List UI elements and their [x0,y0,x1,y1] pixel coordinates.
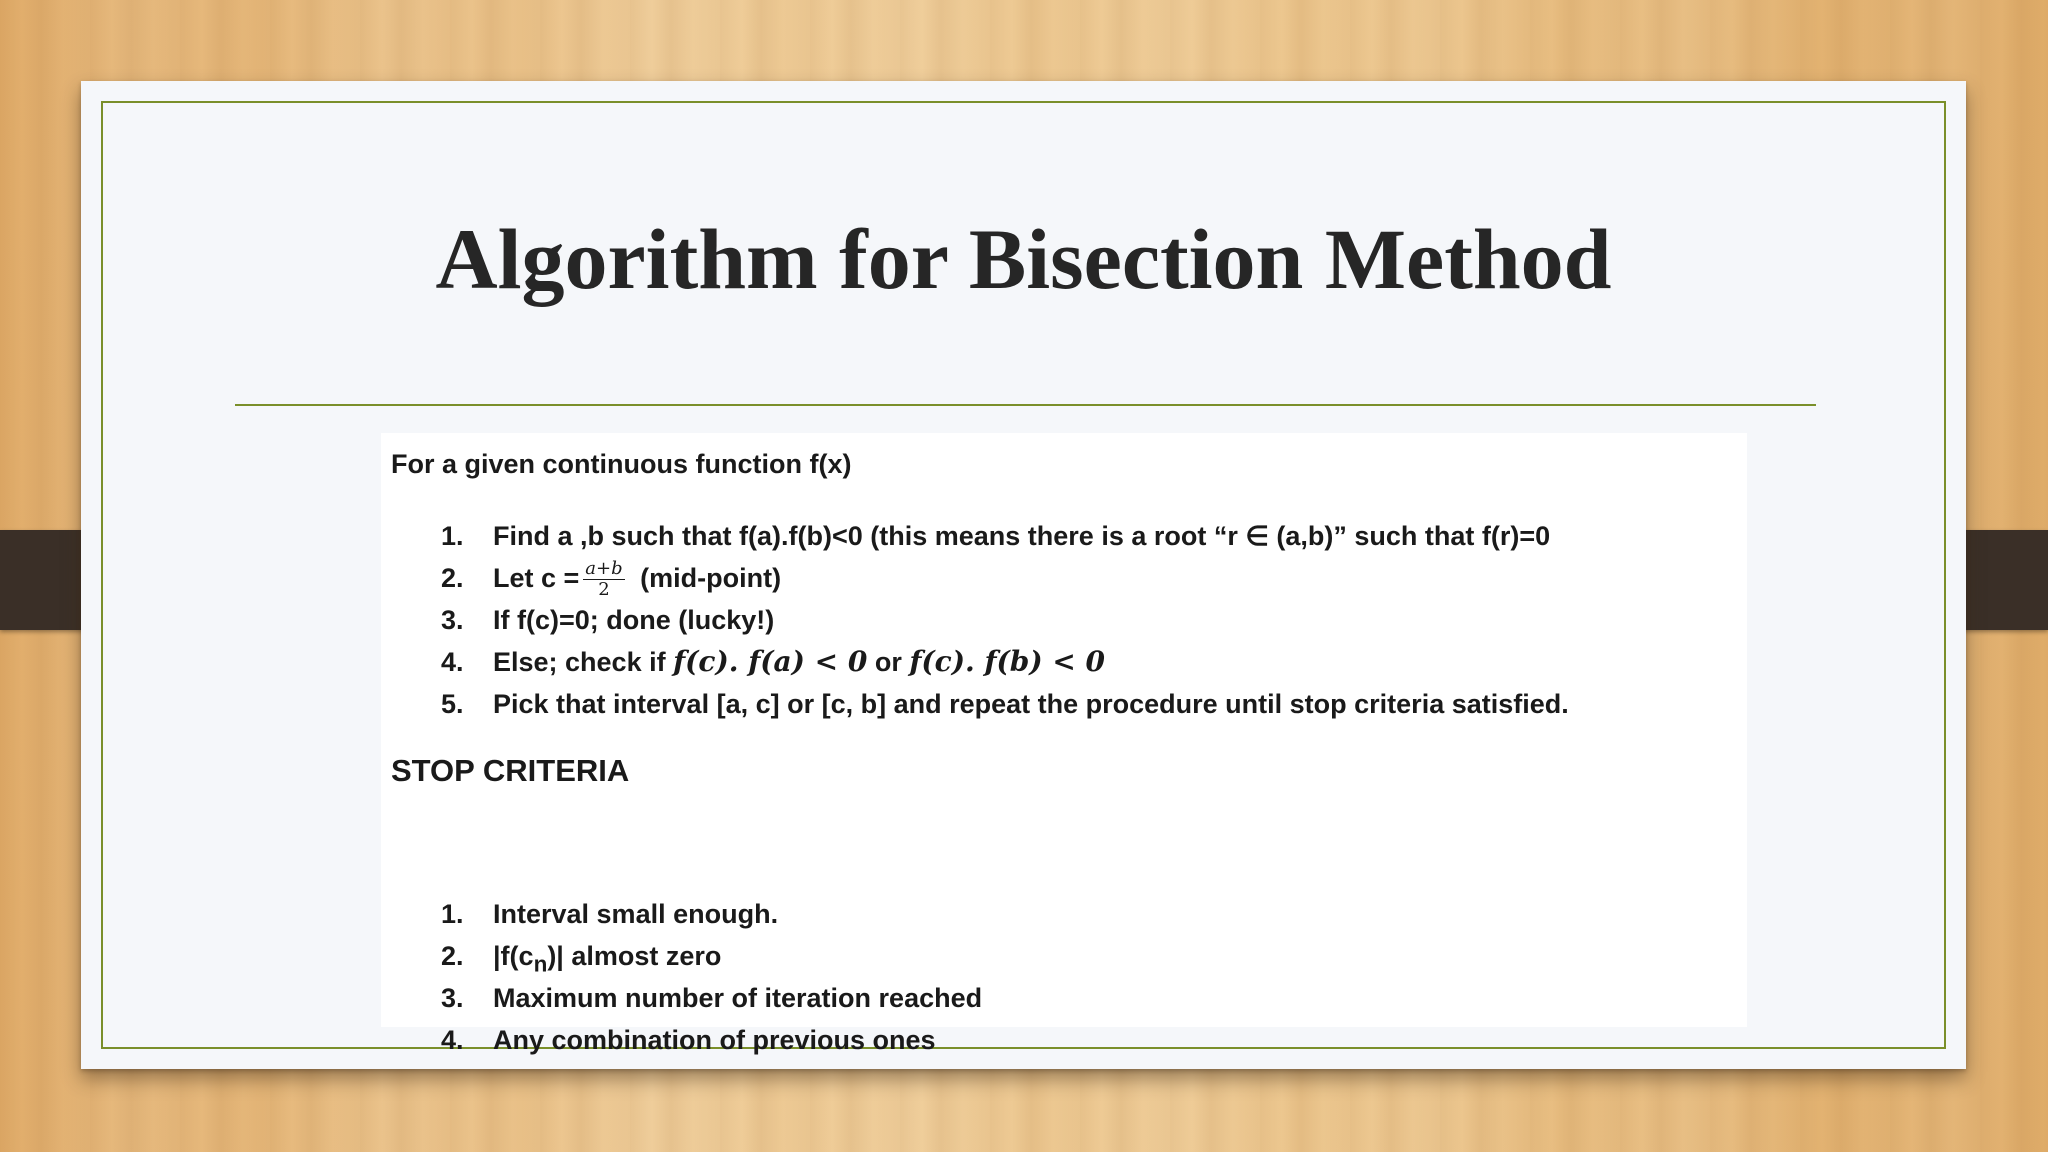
criteria-text: )| almost zero [547,941,722,971]
step-text: Find a ,b such that f(a).f(b)<0 (this means there is a root “r ∈ (a,b)” such that f(r)=0 [493,521,1551,551]
slide-title: Algorithm for Bisection Method [435,211,1612,307]
stop-criteria-heading: STOP CRITERIA [391,753,630,788]
criteria-item [441,935,982,977]
math-expression: f(c). f(a) < 0 [673,645,868,678]
step-text: Else; check if [493,647,666,677]
math-expression: f(c). f(b) < 0 [909,645,1106,678]
step-text: or [874,647,902,677]
criteria-item [441,1019,982,1061]
intro-text: For a given continuous function f(x) [391,449,852,479]
criteria-text: Interval small enough. [493,899,779,929]
criteria-text: |f(c [493,941,534,971]
step-number: 5. [441,689,464,719]
step-text: Let c = [493,563,580,593]
fraction-denominator: 2 [598,579,610,601]
subscript-n: n [533,951,548,977]
criteria-text: Any combination of previous ones [493,1025,936,1055]
fraction-numerator: a+b [585,558,623,580]
step-number: 2. [441,563,464,593]
step-number: 4. [441,647,464,677]
slide [81,81,1966,1069]
criteria-number: 1. [441,899,464,929]
step-text: (mid-point) [640,563,782,593]
criteria-number: 2. [441,941,464,971]
algorithm-steps [441,515,1569,725]
criteria-number: 3. [441,983,464,1013]
stop-criteria-list [441,893,982,1061]
step-number: 1. [441,521,464,551]
midpoint-fraction [583,559,624,600]
step-text: Pick that interval [a, c] or [c, b] and repeat the procedure until stop criteria satisfied. [493,689,1569,719]
step-number: 3. [441,605,464,635]
content-panel [381,433,1747,1055]
title-divider [235,404,1816,406]
step-text: If f(c)=0; done (lucky!) [493,605,775,635]
criteria-item [441,893,982,935]
step-item [441,641,1569,683]
step-item [441,683,1569,725]
step-item [441,557,1569,599]
step-item [441,599,1569,641]
criteria-text: Maximum number of iteration reached [493,983,983,1013]
step-item [441,515,1569,557]
criteria-item [441,977,982,1019]
criteria-number: 4. [441,1025,464,1055]
